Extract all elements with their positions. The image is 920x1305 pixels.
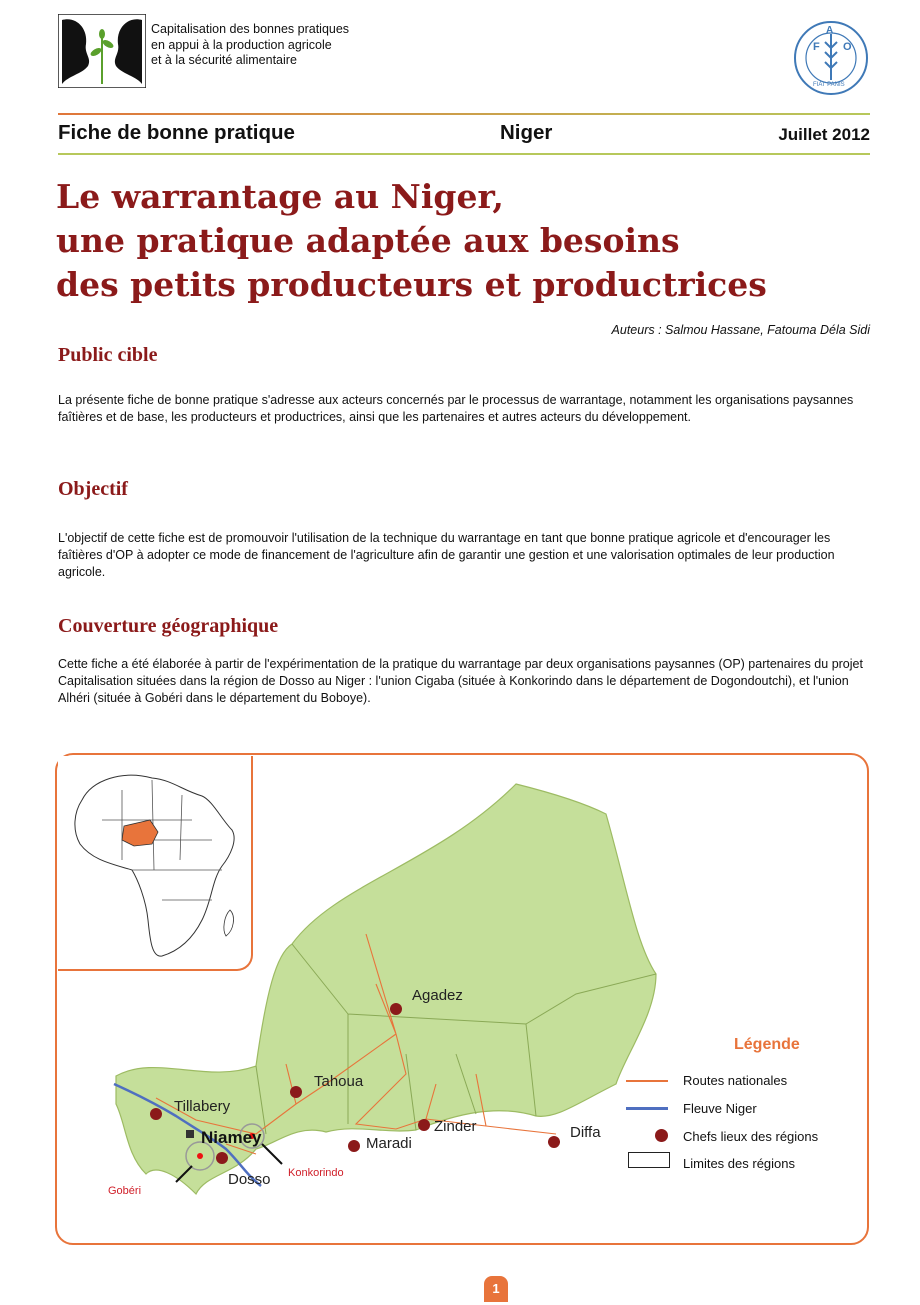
city-label-diffa: Diffa <box>570 1124 601 1141</box>
section-title-objectif: Objectif <box>58 478 128 500</box>
fao-letter-a: A <box>826 25 834 36</box>
city-label-zinder: Zinder <box>434 1118 477 1135</box>
section-text-public: La présente fiche de bonne pratique s'adresse aux acteurs concernés par le processus de warrantage, notamment les organisations paysannes faîtières et de base, les producteurs et productrices, ainsi que les partenaires et autres acteurs du développement. <box>58 393 854 424</box>
site-dot-goberi <box>197 1153 203 1159</box>
capital-dot-tahoua <box>290 1086 302 1098</box>
legend-item-capitals: Chefs lieux des régions <box>683 1129 819 1144</box>
fao-motto: FIAT PANIS <box>813 82 845 88</box>
legend-item-river: Fleuve Niger <box>683 1101 757 1116</box>
capitalisation-logo <box>58 14 146 88</box>
city-label-tahoua: Tahoua <box>314 1073 364 1090</box>
legend-river-swatch <box>626 1107 668 1110</box>
capital-marker-niamey <box>186 1130 194 1138</box>
city-label-dosso: Dosso <box>228 1171 271 1188</box>
fao-letter-f: F <box>813 41 820 53</box>
madagascar <box>224 910 234 936</box>
section-text-objectif: L'objectif de cette fiche est de promouvoir l'utilisation de la technique du warrantage en tant que bonne pratique agricole et d'encourager les faîtières d'OP à adopter ce mode de financement de l'agriculture afin de garantir une gestion et une valorisation optimales de leur production agricole. <box>58 531 835 579</box>
document-title: Le warrantage au Niger, une pratique adaptée aux besoins des petits producteurs et productrices <box>56 177 767 304</box>
page-number: 1 <box>484 1276 508 1302</box>
doc-type: Fiche de bonne pratique <box>58 121 295 144</box>
section-title-couverture: Couverture géographique <box>58 615 279 637</box>
section-title-public: Public cible <box>58 344 158 366</box>
legend-item-roads: Routes nationales <box>683 1073 788 1088</box>
site-label-goberi: Gobéri <box>108 1185 142 1197</box>
capital-dot-tillabery <box>150 1108 162 1120</box>
legend-capital-swatch <box>655 1129 668 1142</box>
header-rule-top <box>58 113 870 115</box>
konkorindo-pointer <box>262 1144 282 1164</box>
legend-limits-swatch <box>628 1152 670 1168</box>
city-label-agadez: Agadez <box>412 987 463 1004</box>
fao-logo <box>793 20 869 96</box>
capital-dot-zinder <box>418 1119 430 1131</box>
capital-dot-diffa <box>548 1136 560 1148</box>
header-rule-bottom <box>58 153 870 155</box>
city-label-maradi: Maradi <box>366 1135 412 1152</box>
city-label-niamey: Niamey <box>201 1128 262 1147</box>
capital-dot-agadez <box>390 1003 402 1015</box>
header-org-name: Capitalisation des bonnes pratiques en appui à la production agricole et à la sécurité alimentaire <box>151 22 350 67</box>
section-text-couverture: Cette fiche a été élaborée à partir de l'expérimentation de la pratique du warrantage par deux organisations paysannes (OP) partenaires du projet Capitalisation situées dans la région de Dosso au Niger : l'union Cigaba (située à Konkorindo dans le département de Dogondoutchi), et l'union Alhéri (située à Gobéri dans le département du Boboye). <box>58 657 863 705</box>
legend-title: Légende <box>734 1036 800 1053</box>
doc-date: Juillet 2012 <box>778 125 870 144</box>
authors: Auteurs : Salmou Hassane, Fatouma Déla Sidi <box>611 323 870 337</box>
doc-country: Niger <box>500 121 553 144</box>
legend-item-limits: Limites des régions <box>683 1156 795 1171</box>
fao-letter-o: O <box>843 41 852 53</box>
site-label-konkorindo: Konkorindo <box>288 1167 344 1179</box>
capital-dot-maradi <box>348 1140 360 1152</box>
city-label-tillabery: Tillabery <box>174 1098 231 1115</box>
africa-map <box>62 760 248 966</box>
africa-outline <box>75 775 234 956</box>
capital-dot-dosso <box>216 1152 228 1164</box>
legend-road-swatch <box>626 1080 668 1082</box>
